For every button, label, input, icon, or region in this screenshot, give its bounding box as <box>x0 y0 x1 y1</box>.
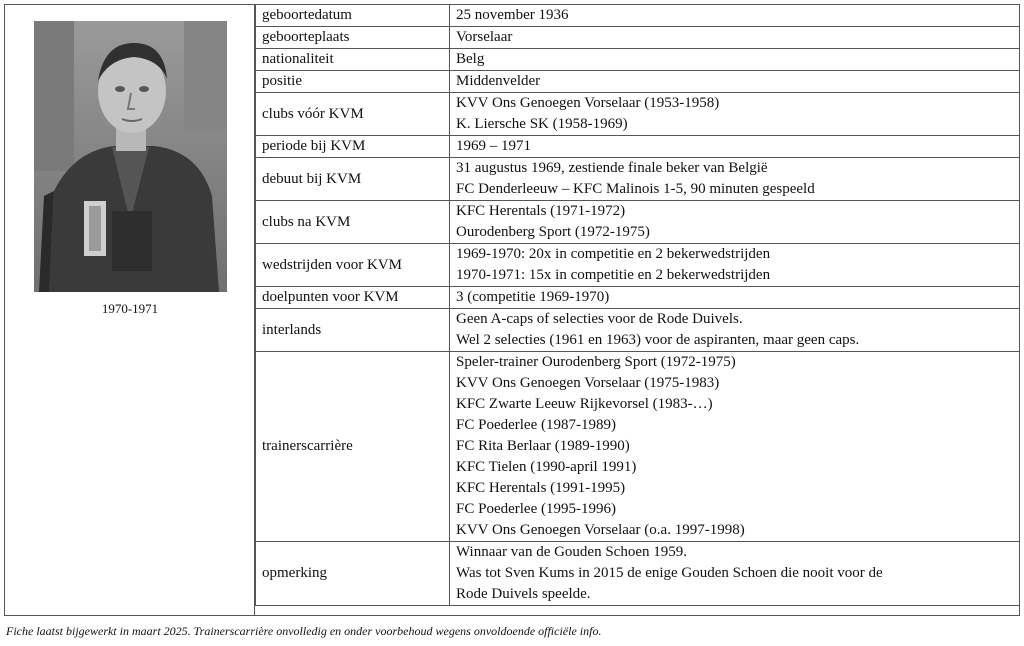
info-row <box>256 158 1020 201</box>
value-line: KVV Ons Genoegen Vorselaar (1953-1958) <box>456 95 720 111</box>
player-photo <box>34 21 227 292</box>
row-label: clubs na KVM <box>256 201 450 244</box>
value-line: Wel 2 selecties (1961 en 1963) voor de aspiranten, maar geen caps. <box>456 332 860 348</box>
row-label: wedstrijden voor KVM <box>256 244 450 287</box>
value-line: 25 november 1936 <box>456 7 569 23</box>
row-label: trainerscarrière <box>256 352 450 542</box>
value-line: Speler-trainer Ourodenberg Sport (1972-1975) <box>456 354 736 370</box>
value-line: 1970-1971: 15x in competitie en 2 bekerwedstrijden <box>456 267 771 283</box>
row-value <box>450 352 1020 542</box>
value-line: Rode Duivels speelde. <box>456 586 591 602</box>
row-label: geboortedatum <box>256 5 450 27</box>
info-row <box>256 309 1020 352</box>
row-label: nationaliteit <box>256 49 450 71</box>
value-line: 31 augustus 1969, zestiende finale beker van België <box>456 160 768 176</box>
value-line: KFC Herentals (1971-1972) <box>456 203 626 219</box>
value-line: FC Denderleeuw – KFC Malinois 1-5, 90 minuten gespeeld <box>456 181 815 197</box>
value-line: 1969-1970: 20x in competitie en 2 bekerwedstrijden <box>456 246 771 262</box>
footnote: Fiche laatst bijgewerkt in maart 2025. Trainerscarrière onvolledig en onder voorbehoud wegens onvoldoende officiële info. <box>6 624 602 638</box>
row-value <box>450 201 1020 244</box>
info-row <box>256 27 1020 49</box>
info-row <box>256 93 1020 136</box>
row-label: periode bij KVM <box>256 136 450 158</box>
info-row <box>256 71 1020 93</box>
row-value <box>450 287 1020 309</box>
value-line: KVV Ons Genoegen Vorselaar (1975-1983) <box>456 375 720 391</box>
value-line: KFC Tielen (1990-april 1991) <box>456 459 637 475</box>
row-value <box>450 49 1020 71</box>
row-value <box>450 93 1020 136</box>
row-label: clubs vóór KVM <box>256 93 450 136</box>
info-row <box>256 352 1020 542</box>
value-line: K. Liersche SK (1958-1969) <box>456 116 628 132</box>
value-line: Belg <box>456 51 485 67</box>
value-line: FC Rita Berlaar (1989-1990) <box>456 438 630 454</box>
value-line: KFC Herentals (1991-1995) <box>456 480 626 496</box>
value-line: KVV Ons Genoegen Vorselaar (o.a. 1997-1998) <box>456 522 745 538</box>
row-value <box>450 244 1020 287</box>
row-label: opmerking <box>256 542 450 606</box>
value-line: Was tot Sven Kums in 2015 de enige Gouden Schoen die nooit voor de <box>456 565 883 581</box>
row-value <box>450 542 1020 606</box>
row-value <box>450 27 1020 49</box>
info-row <box>256 287 1020 309</box>
row-value <box>450 136 1020 158</box>
value-line: Winnaar van de Gouden Schoen 1959. <box>456 544 687 560</box>
photo-column <box>5 5 255 615</box>
row-label: debuut bij KVM <box>256 158 450 201</box>
info-row <box>256 5 1020 27</box>
value-line: KFC Zwarte Leeuw Rijkevorsel (1983-…) <box>456 396 713 412</box>
player-photo-image <box>34 21 227 292</box>
value-line: Ourodenberg Sport (1972-1975) <box>456 224 650 240</box>
value-line: Geen A-caps of selecties voor de Rode Duivels. <box>456 311 743 327</box>
value-line: FC Poederlee (1995-1996) <box>456 501 616 517</box>
row-value <box>450 309 1020 352</box>
info-table <box>255 5 1020 606</box>
info-row <box>256 49 1020 71</box>
row-value <box>450 5 1020 27</box>
info-row <box>256 244 1020 287</box>
row-label: positie <box>256 71 450 93</box>
info-row <box>256 201 1020 244</box>
row-label: geboorteplaats <box>256 27 450 49</box>
value-line: 1969 – 1971 <box>456 138 531 154</box>
photo-caption: 1970-1971 <box>101 301 159 316</box>
row-label: interlands <box>256 309 450 352</box>
value-line: Middenvelder <box>456 73 541 89</box>
value-line: 3 (competitie 1969-1970) <box>456 289 610 305</box>
value-line: Vorselaar <box>456 29 513 45</box>
row-label: doelpunten voor KVM <box>256 287 450 309</box>
player-fiche <box>4 4 1020 616</box>
row-value <box>450 158 1020 201</box>
info-row <box>256 136 1020 158</box>
info-row <box>256 542 1020 606</box>
row-value <box>450 71 1020 93</box>
value-line: FC Poederlee (1987-1989) <box>456 417 616 433</box>
